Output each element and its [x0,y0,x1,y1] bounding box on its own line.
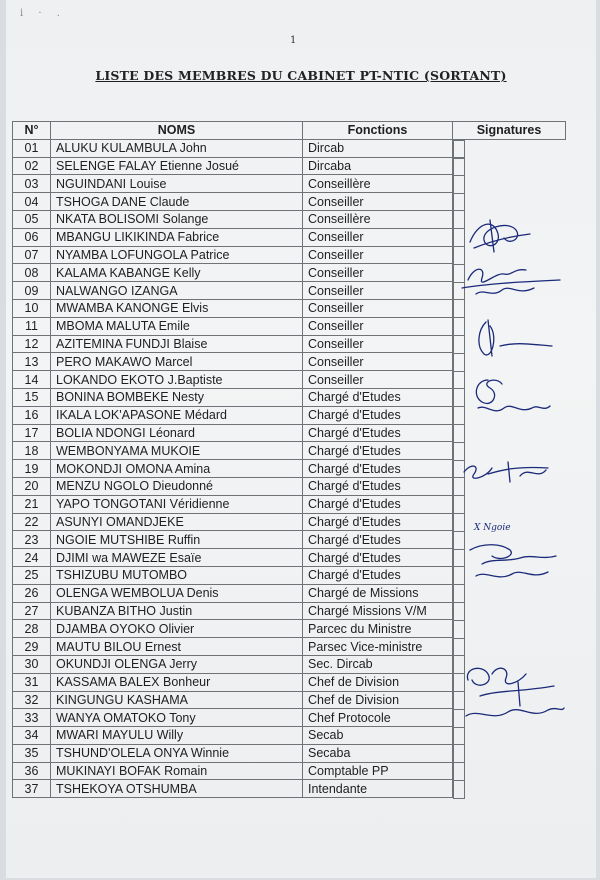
member-name: KUBANZA BITHO Justin [51,602,303,620]
member-function: Chargé d'Etudes [303,460,453,478]
signature-cell [453,620,465,639]
member-name: BONINA BOMBEKE Nesty [51,388,303,406]
signature-cell [453,228,465,247]
table-row [13,460,566,478]
table-row [13,246,566,264]
member-name: WANYA OMATOKO Tony [51,709,303,727]
member-function: Dircab [303,139,453,157]
member-function: Secab [303,727,453,745]
member-name: TSHEKOYA OTSHUMBA [51,780,303,798]
signature-cell [453,549,465,568]
member-function: Chargé Missions V/M [303,602,453,620]
signature-cell [453,424,465,443]
corner-marks: i · . [20,8,66,19]
row-number: 28 [13,620,51,638]
member-name: MOKONDJI OMONA Amina [51,460,303,478]
row-number: 02 [13,157,51,175]
row-number: 35 [13,744,51,762]
member-name: NKATA BOLISOMI Solange [51,210,303,228]
table-row [13,282,566,300]
header-signatures: Signatures [453,122,566,140]
row-number: 17 [13,424,51,442]
row-number: 20 [13,477,51,495]
page-number: 1 [290,35,297,46]
member-name: YAPO TONGOTANI Véridienne [51,495,303,513]
member-function: Secaba [303,744,453,762]
table-row [13,584,566,602]
signature-cell [453,531,465,550]
signature-cell [453,246,465,265]
member-function: Chargé d'Etudes [303,531,453,549]
signature-cell [453,317,465,336]
signature-cell [453,762,465,781]
member-name: ASUNYI OMANDJEKE [51,513,303,531]
table-row [13,477,566,495]
member-function: Conseillère [303,175,453,193]
member-function: Chef de Division [303,673,453,691]
signature-cell [453,566,465,585]
member-name: MWARI MAYULU Willy [51,727,303,745]
table-row [13,353,566,371]
row-number: 15 [13,388,51,406]
table-row [13,744,566,762]
row-number: 12 [13,335,51,353]
member-name: DJIMI wa MAWEZE Esaïe [51,549,303,567]
signature-cell [453,406,465,425]
table-row [13,638,566,656]
member-name: MBANGU LIKIKINDA Fabrice [51,228,303,246]
member-function: Conseiller [303,317,453,335]
member-function: Conseiller [303,335,453,353]
signature-cell [453,744,465,763]
member-name: MWAMBA KANONGE Elvis [51,299,303,317]
row-number: 30 [13,655,51,673]
member-name: MENZU NGOLO Dieudonné [51,477,303,495]
member-name: MUKINAYI BOFAK Romain [51,762,303,780]
row-number: 03 [13,175,51,193]
row-number: 08 [13,264,51,282]
table-row [13,299,566,317]
row-number: 11 [13,317,51,335]
row-number: 18 [13,442,51,460]
member-function: Chargé d'Etudes [303,566,453,584]
member-name: WEMBONYAMA MUKOIE [51,442,303,460]
member-name: OLENGA WEMBOLUA Denis [51,584,303,602]
table-header-row [13,122,566,140]
row-number: 14 [13,371,51,389]
signature-cell [453,175,465,194]
member-function: Chargé d'Etudes [303,495,453,513]
table-row [13,157,566,175]
signature-cell [453,638,465,657]
row-number: 25 [13,566,51,584]
member-name: PERO MAKAWO Marcel [51,353,303,371]
members-table [12,121,566,798]
row-number: 27 [13,602,51,620]
signature-cell [453,460,465,479]
member-function: Chargé d'Etudes [303,442,453,460]
signature-cell [453,193,465,212]
member-name: KASSAMA BALEX Bonheur [51,673,303,691]
signature-cell [453,282,465,301]
table-row [13,424,566,442]
table-row [13,691,566,709]
table-row [13,228,566,246]
table-row [13,193,566,211]
signature-cell [453,584,465,603]
table-row [13,620,566,638]
signature-cell [453,264,465,283]
member-function: Chargé d'Etudes [303,388,453,406]
signature-cell [453,691,465,710]
row-number: 26 [13,584,51,602]
signature-cell [453,477,465,496]
member-function: Chargé d'Etudes [303,406,453,424]
row-number: 01 [13,139,51,157]
signature-cell [453,442,465,461]
row-number: 21 [13,495,51,513]
member-function: Comptable PP [303,762,453,780]
member-name: MBOMA MALUTA Emile [51,317,303,335]
signature-cell [453,140,465,159]
row-number: 16 [13,406,51,424]
table-row [13,371,566,389]
table-row [13,513,566,531]
row-number: 07 [13,246,51,264]
row-number: 04 [13,193,51,211]
table-row [13,175,566,193]
row-number: 23 [13,531,51,549]
signature-cell [453,371,465,390]
signature-cell [453,709,465,728]
table-row [13,602,566,620]
table-row [13,264,566,282]
member-name: ALUKU KULAMBULA John [51,139,303,157]
signature-cell [453,495,465,514]
signature-cell [453,210,465,229]
member-name: KINGUNGU KASHAMA [51,691,303,709]
signature-cell [453,157,465,176]
header-num: N° [13,122,51,140]
row-number: 32 [13,691,51,709]
signature-cell [453,727,465,746]
row-number: 29 [13,638,51,656]
member-function: Conseiller [303,371,453,389]
member-function: Chef Protocole [303,709,453,727]
signature-note-ngoie: X Ngoie [474,523,511,533]
member-name: NGUINDANI Louise [51,175,303,193]
signature-cell [453,655,465,674]
row-number: 05 [13,210,51,228]
table-row [13,388,566,406]
table-row [13,442,566,460]
member-function: Chargé d'Etudes [303,477,453,495]
member-function: Dircaba [303,157,453,175]
member-function: Chargé d'Etudes [303,513,453,531]
member-function: Sec. Dircab [303,655,453,673]
row-number: 19 [13,460,51,478]
document-page [6,0,596,878]
row-number: 37 [13,780,51,798]
row-number: 31 [13,673,51,691]
row-number: 33 [13,709,51,727]
member-name: TSHOGA DANE Claude [51,193,303,211]
table-row [13,673,566,691]
row-number: 34 [13,727,51,745]
member-function: Conseiller [303,282,453,300]
row-number: 24 [13,549,51,567]
signature-cell [453,513,465,532]
table-row [13,495,566,513]
members-table-body [13,139,566,797]
member-name: KALAMA KABANGE Kelly [51,264,303,282]
member-function: Conseiller [303,353,453,371]
document-title: LISTE DES MEMBRES DU CABINET PT-NTIC (SORTANT) [95,68,507,83]
table-row [13,317,566,335]
signature-cell [453,388,465,407]
member-function: Conseiller [303,228,453,246]
table-row [13,727,566,745]
member-function: Conseiller [303,246,453,264]
header-functions: Fonctions [303,122,453,140]
signature-cell [453,602,465,621]
row-number: 22 [13,513,51,531]
member-function: Conseiller [303,193,453,211]
member-name: NYAMBA LOFUNGOLA Patrice [51,246,303,264]
table-row [13,780,566,798]
table-row [13,335,566,353]
member-name: NGOIE MUTSHIBE Ruffin [51,531,303,549]
member-function: Chargé de Missions [303,584,453,602]
member-name: NALWANGO IZANGA [51,282,303,300]
table-row [13,709,566,727]
table-row [13,531,566,549]
member-function: Conseiller [303,299,453,317]
member-name: TSHIZUBU MUTOMBO [51,566,303,584]
row-number: 09 [13,282,51,300]
signature-cell [453,673,465,692]
member-name: LOKANDO EKOTO J.Baptiste [51,371,303,389]
member-name: MAUTU BILOU Ernest [51,638,303,656]
table-row [13,406,566,424]
row-number: 06 [13,228,51,246]
table-row [13,566,566,584]
member-function: Intendante [303,780,453,798]
member-function: Parcec du Ministre [303,620,453,638]
table-row [13,549,566,567]
member-name: OKUNDJI OLENGA Jerry [51,655,303,673]
row-number: 10 [13,299,51,317]
signature-cell [453,299,465,318]
table-row [13,655,566,673]
member-name: AZITEMINA FUNDJI Blaise [51,335,303,353]
member-function: Chargé d'Etudes [303,424,453,442]
table-row [13,762,566,780]
signature-cell [453,353,465,372]
member-function: Chef de Division [303,691,453,709]
signature-cell [453,780,465,799]
member-name: IKALA LOK'APASONE Médard [51,406,303,424]
row-number: 13 [13,353,51,371]
table-row [13,139,566,157]
table-row [13,210,566,228]
member-function: Chargé d'Etudes [303,549,453,567]
row-number: 36 [13,762,51,780]
member-name: BOLIA NDONGI Léonard [51,424,303,442]
member-name: DJAMBA OYOKO Olivier [51,620,303,638]
signature-cell [453,335,465,354]
header-names: NOMS [51,122,303,140]
member-function: Conseiller [303,264,453,282]
member-function: Conseillère [303,210,453,228]
member-name: SELENGE FALAY Etienne Josué [51,157,303,175]
member-name: TSHUND'OLELA ONYA Winnie [51,744,303,762]
member-function: Parsec Vice-ministre [303,638,453,656]
